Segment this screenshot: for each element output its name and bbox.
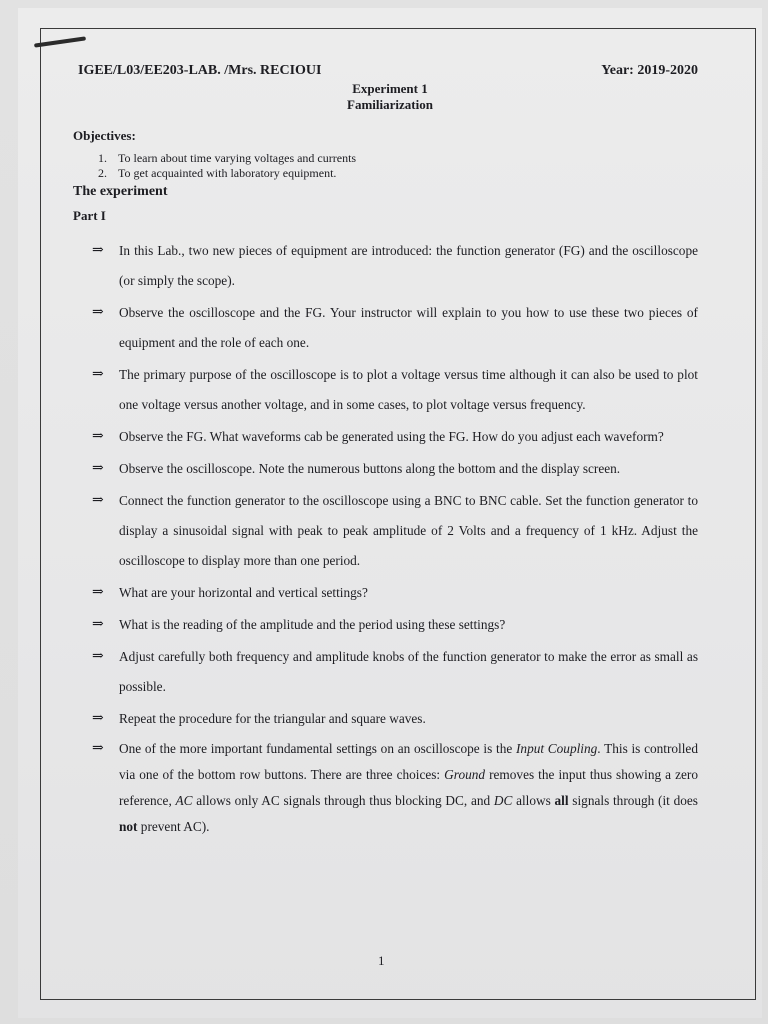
step-bold: not xyxy=(119,819,138,834)
step-text: Connect the function generator to the oscilloscope using a BNC to BNC cable. Set the function generator to display a sinusoidal signal with peak to peak amplitude of 2 Volts and a frequency of 1 kHz. Adjust the oscilloscope to display more than one period. xyxy=(119,493,698,568)
year-header: Year: 2019-2020 xyxy=(601,63,698,78)
step-text: Observe the FG. What waveforms cab be generated using the FG. How do you adjust each waveform? xyxy=(119,429,664,444)
step-emphasis: Ground xyxy=(444,767,486,782)
arrow-icon: ⇒ xyxy=(92,493,104,508)
step-text: Repeat the procedure for the triangular and square waves. xyxy=(119,711,426,726)
step-text-part: . This is controlled via one of the bottom row buttons. There are three choices: xyxy=(119,741,698,782)
step-text-part: signals through (it does xyxy=(568,793,698,808)
step-text: Adjust carefully both frequency and amplitude knobs of the function generator to make the error as small as possible. xyxy=(119,649,698,694)
arrow-icon: ⇒ xyxy=(92,585,104,600)
step-text-part: allows only AC signals through thus blocking DC, and xyxy=(192,793,494,808)
arrow-icon: ⇒ xyxy=(92,461,104,476)
page-number: 1 xyxy=(378,953,385,968)
objectives-list xyxy=(98,151,356,181)
step-item xyxy=(92,736,698,840)
objective-number: 1. xyxy=(98,151,107,165)
step-item xyxy=(92,486,698,576)
step-item xyxy=(92,578,698,608)
step-text: What are your horizontal and vertical settings? xyxy=(119,585,368,600)
objective-text: To get acquainted with laboratory equipment. xyxy=(118,166,337,180)
step-item xyxy=(92,704,698,734)
part-heading: Part I xyxy=(73,208,106,223)
step-emphasis: AC xyxy=(175,793,193,808)
arrow-icon: ⇒ xyxy=(92,305,104,320)
step-emphasis: DC xyxy=(493,793,513,808)
step-item xyxy=(92,454,698,484)
objective-item xyxy=(98,151,356,166)
arrow-icon: ⇒ xyxy=(92,367,104,382)
step-bold: all xyxy=(554,793,569,808)
step-text-part: prevent AC). xyxy=(137,819,210,834)
experiment-subtitle: Familiarization xyxy=(347,97,433,112)
step-item xyxy=(92,422,698,452)
step-text: What is the reading of the amplitude and the period using these settings? xyxy=(119,617,506,632)
arrow-icon: ⇒ xyxy=(92,711,104,726)
step-text: The primary purpose of the oscilloscope is to plot a voltage versus time although it can also be used to plot one voltage versus another voltage, and in some cases, to plot voltage versus frequency. xyxy=(119,367,698,412)
experiment-title: Experiment 1 xyxy=(352,81,428,96)
step-text xyxy=(119,741,698,834)
steps-list xyxy=(92,236,698,840)
arrow-icon: ⇒ xyxy=(92,741,104,756)
objective-text: To learn about time varying voltages and currents xyxy=(118,151,357,165)
step-text: Observe the oscilloscope. Note the numerous buttons along the bottom and the display screen. xyxy=(119,461,621,476)
step-text: Observe the oscilloscope and the FG. Your instructor will explain to you how to use these two pieces of equipment and the role of each one. xyxy=(119,305,698,350)
step-text-part: One of the more important fundamental settings on an oscilloscope is the xyxy=(119,741,516,756)
arrow-icon: ⇒ xyxy=(92,243,104,258)
step-item xyxy=(92,642,698,702)
objective-item xyxy=(98,166,356,181)
step-item xyxy=(92,360,698,420)
step-item xyxy=(92,236,698,296)
experiment-title-block xyxy=(0,81,768,113)
step-text-part: removes the input thus showing a zero reference, xyxy=(119,767,698,808)
arrow-icon: ⇒ xyxy=(92,429,104,444)
arrow-icon: ⇒ xyxy=(92,649,104,664)
experiment-heading: The experiment xyxy=(73,184,168,199)
step-text-part: allows xyxy=(512,793,555,808)
objective-number: 2. xyxy=(98,166,107,180)
step-emphasis: Input Coupling xyxy=(516,741,598,756)
arrow-icon: ⇒ xyxy=(92,617,104,632)
objectives-heading: Objectives: xyxy=(73,128,136,143)
course-header: IGEE/L03/EE203-LAB. /Mrs. RECIOUI xyxy=(78,63,322,78)
step-item xyxy=(92,298,698,358)
step-item xyxy=(92,610,698,640)
step-text: In this Lab., two new pieces of equipment are introduced: the function generator (FG) and the oscilloscope (or simply the scope). xyxy=(119,243,698,288)
